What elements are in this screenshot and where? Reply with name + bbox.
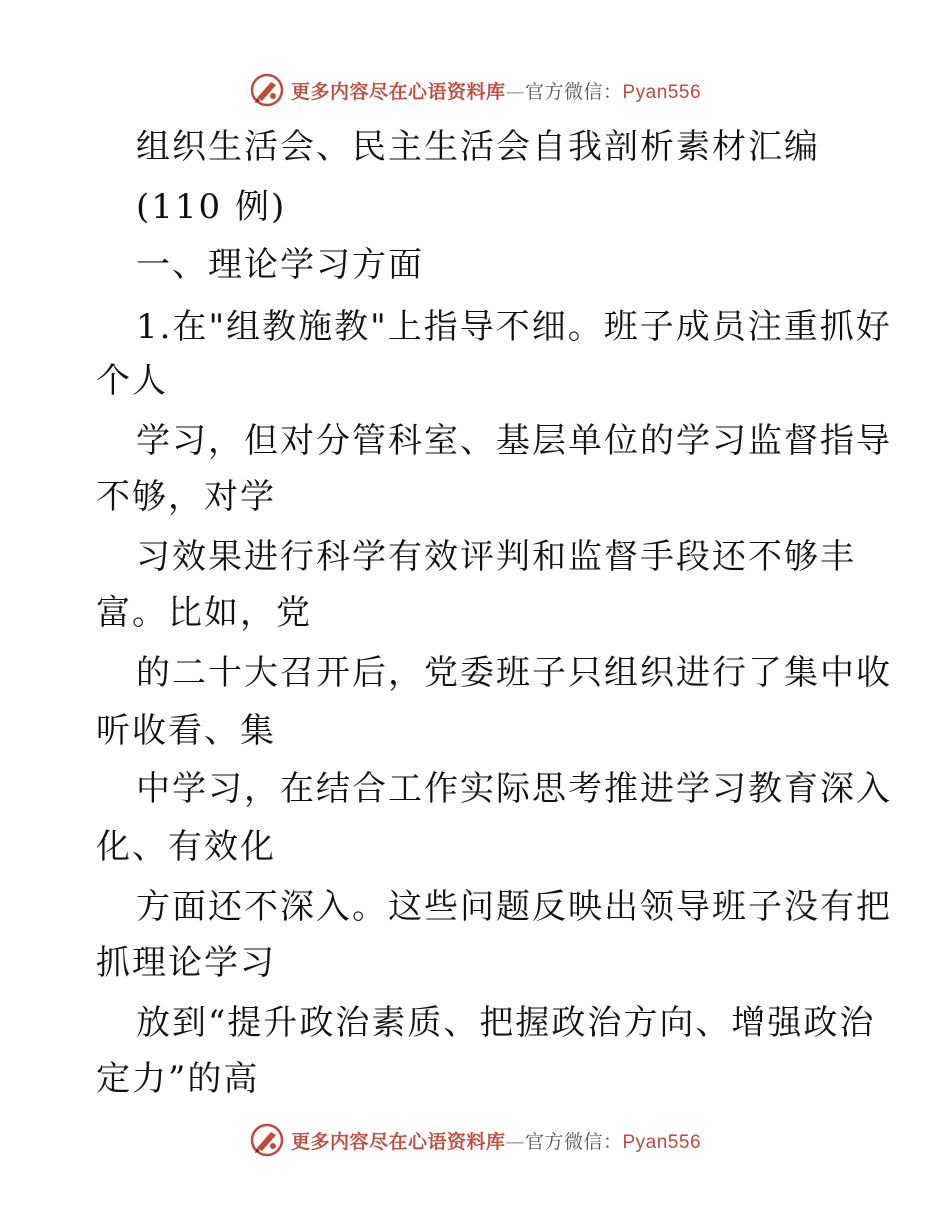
- paragraph-line: 习效果进行科学有效评判和监督手段还不够丰: [136, 537, 856, 577]
- paragraph-line: 1.在"组教施教"上指导不细。班子成员注重抓好: [136, 307, 892, 347]
- pen-logo-icon: [249, 72, 285, 108]
- paragraph-line: 定力”的高: [96, 1059, 260, 1099]
- paragraph-line: 抓理论学习: [96, 943, 276, 983]
- banner-dash: —: [505, 1130, 525, 1153]
- pen-logo-icon: [249, 1122, 285, 1158]
- paragraph-line: 方面还不深入。这些问题反映出领导班子没有把: [136, 887, 892, 927]
- paragraph-line: 学习，但对分管科室、基层单位的学习监督指导: [136, 421, 892, 461]
- document-title-line-2: (110 例): [136, 187, 287, 227]
- paragraph-line: 的二十大召开后，党委班子只组织进行了集中收: [136, 653, 892, 693]
- banner-dash: —: [505, 80, 525, 103]
- section-heading: 一、理论学习方面: [136, 245, 424, 285]
- footer-banner: [0, 1120, 950, 1160]
- banner-text: [291, 77, 701, 104]
- paragraph-line: 放到“提升政治素质、把握政治方向、增强政治: [136, 1003, 876, 1043]
- banner-wechat-id: Pyan556: [622, 81, 702, 103]
- banner-wechat-label: 官方微信：: [524, 80, 623, 103]
- paragraph-line: 富。比如，党: [96, 593, 312, 633]
- banner-wechat-id: Pyan556: [622, 1131, 702, 1153]
- paragraph-line: 化、有效化: [96, 827, 276, 867]
- banner-site-name: 更多内容尽在心语资料库: [290, 1130, 506, 1153]
- document-title-line-1: 组织生活会、民主生活会自我剖析素材汇编: [136, 127, 820, 167]
- paragraph-line: 中学习，在结合工作实际思考推进学习教育深入: [136, 769, 892, 809]
- banner-wechat-label: 官方微信：: [524, 1130, 623, 1153]
- paragraph-line: 个人: [96, 361, 168, 401]
- banner-site-name: 更多内容尽在心语资料库: [290, 80, 506, 103]
- paragraph-line: 听收看、集: [96, 711, 276, 751]
- banner-text: [291, 1127, 701, 1154]
- paragraph-line: 不够，对学: [96, 477, 276, 517]
- header-banner: [0, 70, 950, 110]
